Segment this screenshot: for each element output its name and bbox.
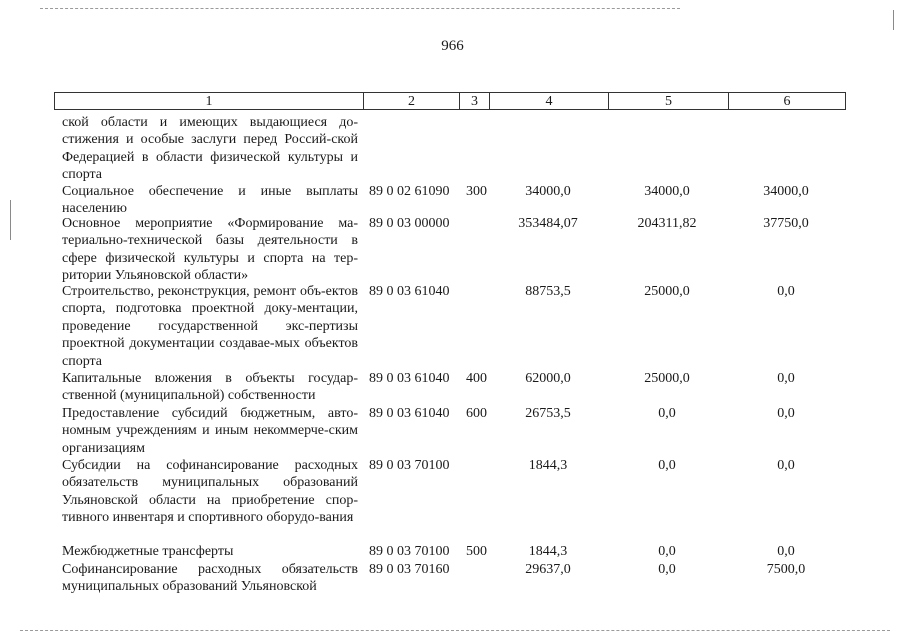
row-value-6: 34000,0 xyxy=(763,184,809,199)
row-code: 89 0 03 61040 xyxy=(369,284,450,299)
row-description: Межбюджетные трансферты xyxy=(62,544,234,559)
row-value-6: 37750,0 xyxy=(763,216,809,231)
row-value-5: 0,0 xyxy=(658,544,676,559)
row-type: 600 xyxy=(466,406,487,421)
row-value-5: 0,0 xyxy=(658,458,676,473)
row-value-4: 1844,3 xyxy=(528,458,568,473)
row-description: Предоставление субсидий бюджетным, авто-номным учреждениям и иным некоммерче-ским организациям xyxy=(62,406,358,456)
row-description: Софинансирование расходных обязательств муниципальных образований Ульяновской xyxy=(62,562,358,595)
row-value-5: 34000,0 xyxy=(644,184,690,199)
scan-artifact-bottom xyxy=(20,630,890,631)
row-code: 89 0 03 00000 xyxy=(369,216,450,231)
row-value-4: 29637,0 xyxy=(525,562,571,577)
row-code: 89 0 03 70100 xyxy=(369,544,450,559)
header-col-5: 5 xyxy=(608,92,729,110)
row-type: 400 xyxy=(466,371,487,386)
header-col-1: 1 xyxy=(54,92,364,110)
row-description: Субсидии на софинансирование расходных обязательств муниципальных образований Ульяновской области на приобретение спор-тивного инвентаря и спортивного оборудо-вания xyxy=(62,458,358,526)
row-value-6: 0,0 xyxy=(777,406,795,421)
row-type: 300 xyxy=(466,184,487,199)
row-value-6: 7500,0 xyxy=(766,562,806,577)
row-code: 89 0 03 70100 xyxy=(369,458,450,473)
row-type: 500 xyxy=(466,544,487,559)
row-value-5: 25000,0 xyxy=(644,371,690,386)
header-col-2: 2 xyxy=(363,92,460,110)
row-value-4: 34000,0 xyxy=(525,184,571,199)
row-value-4: 26753,5 xyxy=(525,406,571,421)
page-number: 966 xyxy=(441,38,464,54)
row-description: Капитальные вложения в объекты государ-ственной (муниципальной) собственности xyxy=(62,371,358,404)
row-description: Основное мероприятие «Формирование ма-териально-технической базы деятельности в сфере физической культуры и спорта на тер-ритории Ульяновской области» xyxy=(62,216,358,284)
row-value-6: 0,0 xyxy=(777,544,795,559)
header-col-3: 3 xyxy=(459,92,490,110)
row-value-6: 0,0 xyxy=(777,284,795,299)
row-description: ской области и имеющих выдающиеся до-стижения и особые заслуги перед Россий-ской Федерацией в области физической культуры и спорта xyxy=(62,115,358,183)
row-value-4: 353484,07 xyxy=(518,216,578,231)
row-value-5: 204311,82 xyxy=(637,216,697,231)
row-code: 89 0 03 70160 xyxy=(369,562,450,577)
row-code: 89 0 03 61040 xyxy=(369,371,450,386)
row-code: 89 0 03 61040 xyxy=(369,406,450,421)
header-col-4: 4 xyxy=(489,92,609,110)
row-value-4: 62000,0 xyxy=(525,371,571,386)
row-value-5: 0,0 xyxy=(658,406,676,421)
row-value-6: 0,0 xyxy=(777,458,795,473)
row-value-4: 1844,3 xyxy=(528,544,568,559)
scan-artifact-left-mark xyxy=(10,200,11,240)
row-value-6: 0,0 xyxy=(777,371,795,386)
scan-artifact-top xyxy=(40,8,680,9)
row-description: Строительство, реконструкция, ремонт объ-ектов спорта, подготовка проектной доку-ментации, проведение государственной экс-пертизы проектной документации создавае-мых объектов спорта xyxy=(62,284,358,369)
row-value-4: 88753,5 xyxy=(525,284,571,299)
row-value-5: 0,0 xyxy=(658,562,676,577)
row-value-5: 25000,0 xyxy=(644,284,690,299)
row-description: Социальное обеспечение и иные выплаты населению xyxy=(62,184,358,217)
header-col-6: 6 xyxy=(728,92,846,110)
scan-artifact-right-mark xyxy=(893,10,894,30)
row-code: 89 0 02 61090 xyxy=(369,184,450,199)
